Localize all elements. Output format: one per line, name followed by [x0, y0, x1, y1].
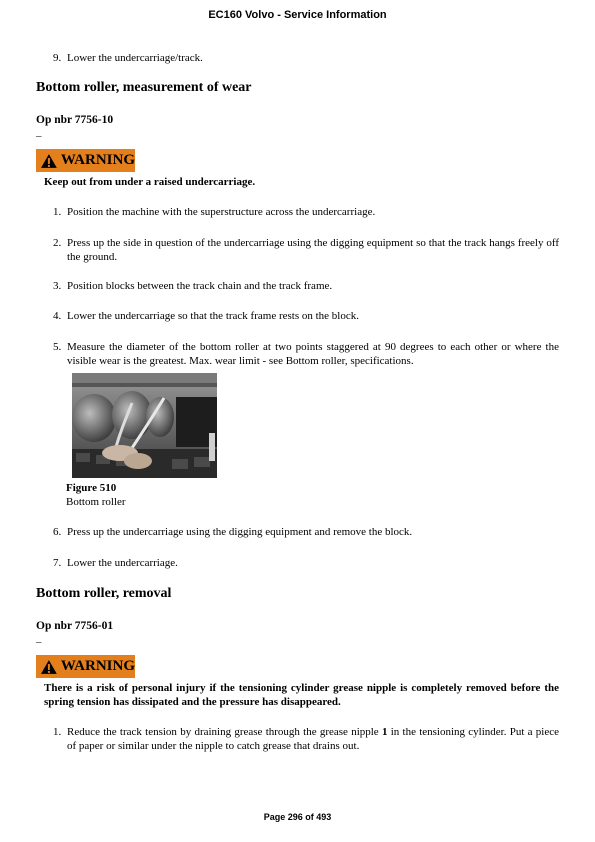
- step-text: Press up the side in question of the undercarriage using the digging equipment so that the track hangs freely off the ground.: [67, 237, 559, 263]
- dash: –: [36, 636, 42, 648]
- warning-triangle-icon: [40, 659, 58, 675]
- step-text-part: Reduce the track tension by draining grease through the grease nipple: [67, 726, 382, 738]
- warning-triangle-icon: [40, 153, 58, 169]
- page-header: EC160 Volvo - Service Information: [208, 9, 387, 21]
- warning-badge: [36, 655, 135, 678]
- step-text: Lower the undercarriage so that the track frame rests on the block.: [67, 310, 359, 322]
- op-number: Op nbr 7756-10: [36, 114, 114, 126]
- op-number: Op nbr 7756-01: [36, 620, 114, 632]
- list-item: [53, 236, 559, 264]
- step-number: 1.: [53, 726, 62, 738]
- list-item: [53, 340, 559, 368]
- step-number: 7.: [53, 557, 62, 569]
- step-number: 2.: [53, 237, 62, 249]
- warning-label: WARNING: [60, 658, 135, 674]
- list-item: [53, 51, 559, 65]
- step-text: Press up the undercarriage using the digging equipment and remove the block.: [67, 526, 413, 538]
- step-number: 5.: [53, 341, 62, 353]
- step-number: 3.: [53, 280, 62, 292]
- page-footer: Page 296 of 493: [263, 812, 332, 822]
- warning-text: Keep out from under a raised undercarriage.: [44, 176, 256, 188]
- warning-text: There is a risk of personal injury if the tensioning cylinder grease nipple is completely removed before the spring tension has dissipated and the pressure has disappeared.: [44, 682, 559, 708]
- list-item: [53, 309, 559, 323]
- step-text-part: in the tensioning cylinder. Put a piece of paper or similar under the nipple to catch grease that drains out.: [67, 726, 559, 752]
- list-item: [53, 556, 559, 570]
- figure-bottom-roller-photo: [72, 373, 217, 478]
- step-text: Position the machine with the superstructure across the undercarriage.: [67, 206, 376, 218]
- dash: –: [36, 130, 42, 142]
- step-text: Lower the undercarriage/track.: [67, 52, 203, 64]
- list-item: [53, 279, 559, 293]
- list-item: [53, 205, 559, 219]
- callout-number: 1: [381, 726, 388, 738]
- warning-label: WARNING: [60, 152, 135, 168]
- section-heading: Bottom roller, measurement of wear: [36, 80, 252, 95]
- warning-badge: [36, 149, 135, 172]
- figure-caption: Bottom roller: [66, 496, 126, 508]
- list-item: [53, 725, 559, 753]
- step-number: 6.: [53, 526, 62, 538]
- figure-title: Figure 510: [66, 482, 117, 494]
- step-text: Position blocks between the track chain and the track frame.: [67, 280, 333, 292]
- list-item: [53, 525, 559, 539]
- step-text: Measure the diameter of the bottom roller at two points staggered at 90 degrees to each other or where the visible wear is the greatest. Max. wear limit - see Bottom roller, specifications.: [67, 341, 559, 367]
- step-text: Lower the undercarriage.: [67, 557, 178, 569]
- step-number: 4.: [53, 310, 62, 322]
- step-number: 1.: [53, 206, 62, 218]
- step-text: [53, 725, 559, 753]
- step-number: 9.: [53, 52, 62, 64]
- section-heading: Bottom roller, removal: [36, 586, 172, 601]
